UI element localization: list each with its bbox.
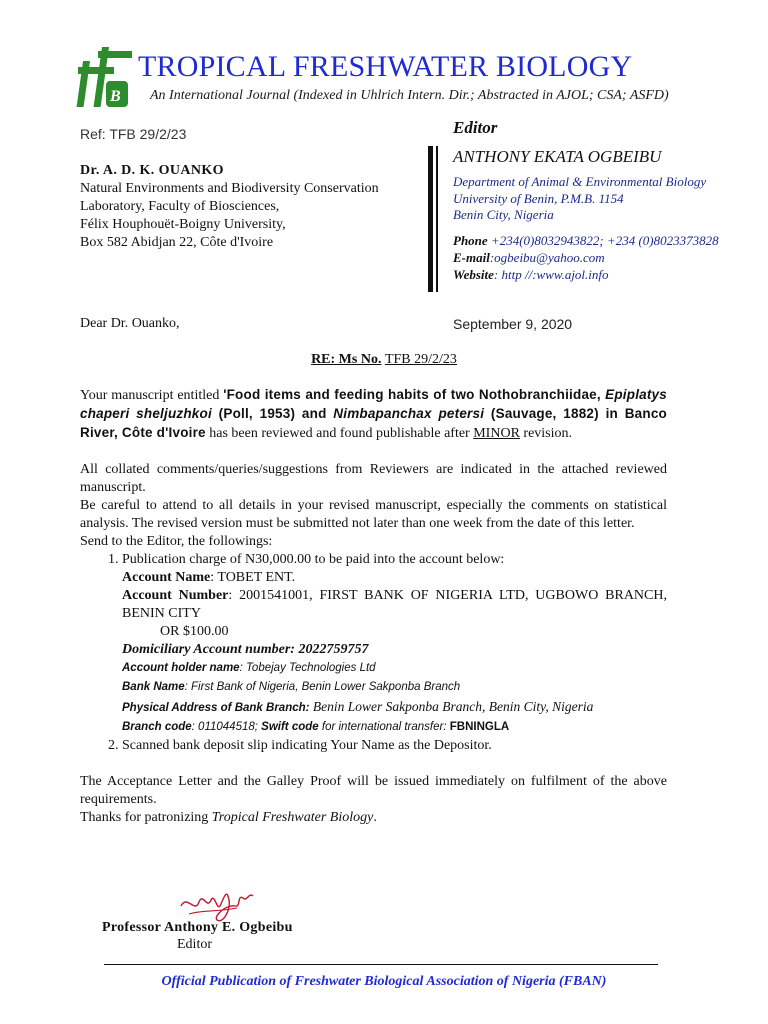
recipient-address (80, 162, 379, 252)
requirements-list (80, 551, 667, 641)
journal-title: TROPICAL FRESHWATER BIOLOGY (138, 50, 633, 83)
account-name: Account Name: TOBET ENT. (122, 570, 296, 585)
editor-contact (453, 232, 719, 283)
domiciliary-account: Domiciliary Account number: 2022759757 (122, 642, 369, 657)
reference-number: Ref: TFB 29/2/23 (80, 126, 187, 142)
subject-line: RE: Ms No. TFB 29/2/23 (311, 352, 457, 367)
paragraph-manuscript: Your manuscript entitled 'Food items and feeding habits of two Nothobranchiidae, Epiplatys chaperi sheljuzhkoi (Poll, 1953) and Nimbapanchax petersi (Sauvage, 1882) in Banco River, Côte d'Ivoire has been reviewed and found publishable after MINOR revision. (80, 387, 667, 441)
journal-subtitle: An International Journal (Indexed in Uhlrich Intern. Dir.; Abstracted in AJOL; CSA; ASFD) (150, 88, 669, 103)
bank-name: Bank Name: First Bank of Nigeria, Benin Lower Sakponba Branch (122, 681, 461, 693)
footer-text: Official Publication of Freshwater Biological Association of Nigeria (FBAN) (161, 974, 607, 989)
address-line: Box 582 Abidjan 22, Côte d'Ivoire (80, 235, 274, 250)
logo-text: B (110, 88, 121, 105)
editor-department (453, 174, 706, 224)
divider-bar-thin (436, 146, 438, 292)
website-line[interactable]: Website: http //:www.ajol.info (453, 267, 609, 282)
paragraph-comments: All collated comments/queries/suggestions from Reviewers are indicated in the attached reviewed manuscript. (80, 462, 667, 495)
divider-bar (428, 146, 433, 292)
branch-swift-code: Branch code: 011044518; Swift code for international transfer: FBNINGLA (122, 721, 510, 733)
address-line: Félix Houphouët-Boigny University, (80, 217, 286, 232)
paragraph-thanks: Thanks for patronizing Tropical Freshwater Biology. (80, 810, 377, 825)
letter-date: September 9, 2020 (453, 316, 573, 332)
address-line: Natural Environments and Biodiversity Conservation (80, 181, 379, 196)
list-item: 2. Scanned bank deposit slip indicating Your Name as the Depositor. (122, 737, 667, 755)
account-holder: Account holder name: Tobejay Technologies Ltd (122, 662, 376, 674)
dept-line: Benin City, Nigeria (453, 207, 554, 222)
letter-body (80, 386, 667, 827)
paragraph-send: Send to the Editor, the followings: (80, 534, 273, 549)
email-line[interactable]: E-mail:ogbeibu@yahoo.com (453, 250, 605, 265)
editor-name: ANTHONY EKATA OGBEIBU (453, 147, 662, 166)
signatory-title: Editor (177, 937, 212, 952)
salutation: Dear Dr. Ouanko, (80, 316, 180, 331)
account-number: Account Number: 2001541001, FIRST BANK OF NIGERIA LTD, UGBOWO BRANCH, BENIN CITY (122, 588, 667, 621)
requirements-list-2 (80, 737, 667, 755)
phone-line: Phone +234(0)8032943822; +234 (0)8023373828 (453, 233, 719, 248)
address-line: Laboratory, Faculty of Biosciences, (80, 199, 280, 214)
usd-amount: OR $100.00 (160, 624, 229, 639)
recipient-name: Dr. A. D. K. OUANKO (80, 163, 224, 178)
paragraph-acceptance: The Acceptance Letter and the Galley Proof will be issued immediately on fulfilment of the above requirements. (80, 774, 667, 807)
signatory-name: Professor Anthony E. Ogbeibu (102, 920, 293, 935)
dept-line: University of Benin, P.M.B. 1154 (453, 190, 624, 206)
dept-line: Department of Animal & Environmental Biology (453, 174, 707, 189)
paragraph-careful: Be careful to attend to all details in your revised manuscript, especially the comments on statistical analysis. The revised version must be submitted not later than one week from the date of this letter. (80, 498, 667, 531)
footer-rule (104, 964, 658, 965)
bank-address: Physical Address of Bank Branch: Benin Lower Sakponba Branch, Benin City, Nigeria (122, 699, 594, 714)
list-item: 1. Publication charge of N30,000.00 to be paid into the account below: Account Name: TOBET ENT. Account Number: 2001541001, FIRST BANK OF NIGERIA LTD, UGBOWO BRANCH, BENIN CITY OR $100.00 (122, 551, 667, 641)
journal-logo (76, 47, 136, 111)
editor-label: Editor (453, 118, 498, 137)
